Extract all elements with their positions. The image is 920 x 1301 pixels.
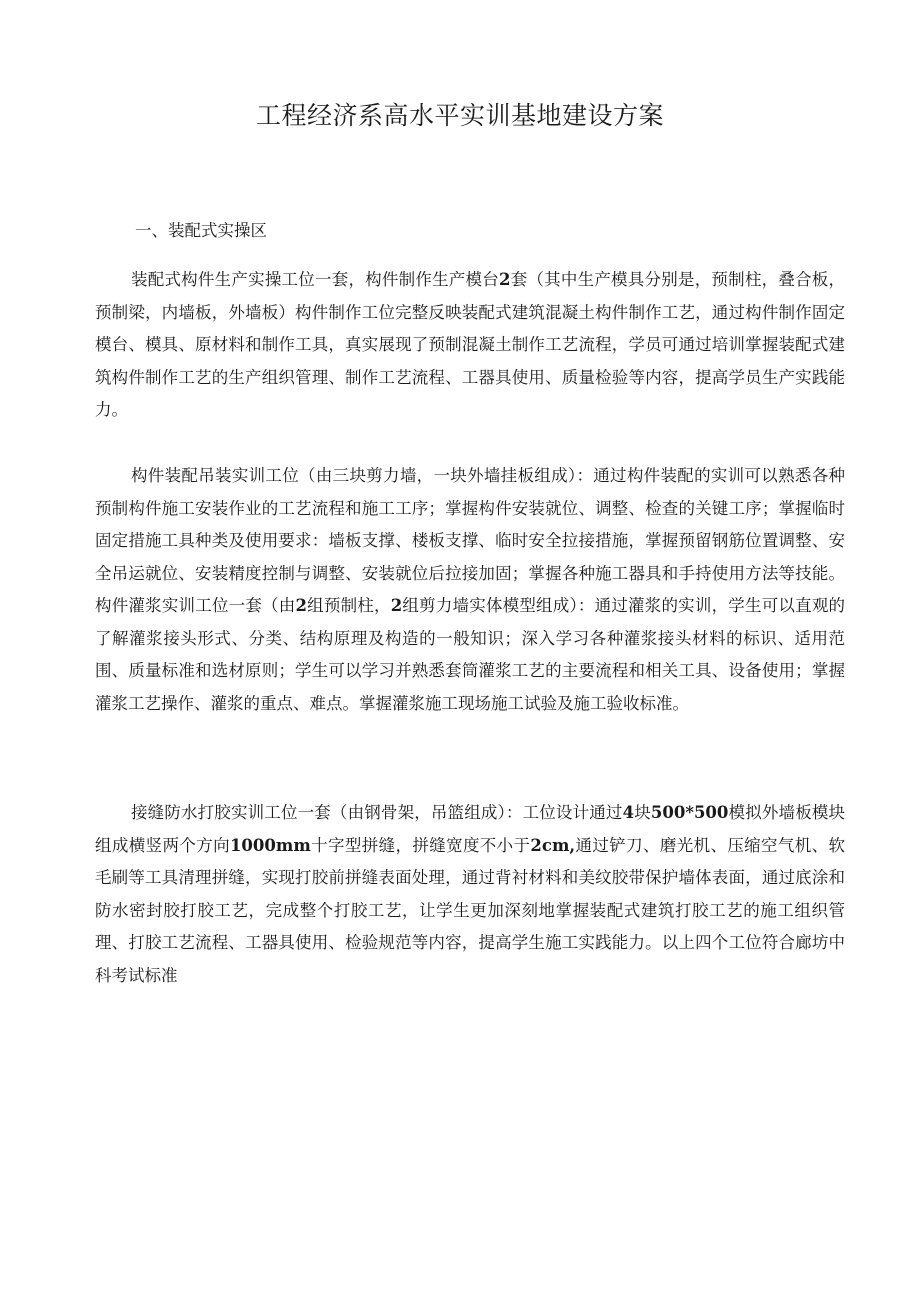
inline-number: 2 [295, 596, 307, 615]
paragraph-waterproof-sealing: 接缝防水打胶实训工位一套（由钢骨架，吊篮组成）：工位设计通过4块500*500模拟外墙板模块组成横竖两个方向1000mm十字型拼缝，拼缝宽度不小于2cm,通过铲刀、磨光机、压缩空气机、软毛刷等工具清理拼缝，实现打胶前拼缝表面处理，通过背衬材料和美纹胶带保护墙体表面，通过底涂和防水密封胶打胶工艺，完成整个打胶工艺，让学生更加深刻地掌握装配式建筑打胶工艺的施工组织管理、打胶工艺流程、工器具使用、检验规范等内容，提高学生施工实践能力。以上四个工位符合廊坊中科考试标准 [95, 803, 846, 985]
inline-number: 4 [622, 803, 635, 822]
inline-number: 500*500 [650, 803, 729, 822]
document-title: 工程经济系高水平实训基地建设方案 [255, 101, 664, 130]
inline-number: 2 [390, 596, 403, 615]
paragraph-prefab-production: 装配式构件生产实操工位一套，构件制作生产模台2套（其中生产模具分别是，预制柱，叠合板，预制梁，内墙板，外墙板）构件制作工位完整反映装配式建筑混凝土构件制作工艺，通过构件制作固定模台、模具、原材料和制作工具，真实展现了预制混凝土制作工艺流程，学员可通过培训掌握装配式建筑构件制作工艺的生产组织管理、制作工艺流程、工器具使用、质量检验等内容，提高学员生产实践能力。 [95, 270, 845, 419]
section-heading: 一、装配式实操区 [135, 221, 267, 240]
inline-number: 2cm, [530, 835, 576, 855]
paragraph-assembly-grouting: 构件装配吊装实训工位（由三块剪力墙，一块外墙挂板组成）：通过构件装配的实训可以熟悉各种预制构件施工安装作业的工艺流程和施工工序；掌握构件安装就位、调整、检查的关键工序；掌握临时固定措施工具种类及使用要求：墙板支撑、楼板支撑、临时安全拉接措施，掌握预留钢筋位置调整、安全吊运就位、安装精度控制与调整、安装就位后拉接加固；掌握各种施工器具和手持使用方法等技能。构件灌浆实训工位一套（由2组预制柱，2组剪力墙实体模型组成）：通过灌浆的实训，学生可以直观的了解灌浆接头形式、分类、结构原理及构造的一般知识；深入学习各种灌浆接头材料的标识、适用范围、质量标准和选材原则；学生可以学习并熟悉套筒灌浆工艺的主要流程和相关工具、设备使用；掌握灌浆工艺操作、灌浆的重点、难点。掌握灌浆施工现场施工试验及施工验收标准。 [95, 466, 846, 713]
inline-number: 2 [498, 270, 511, 289]
inline-number: 1000mm [229, 835, 311, 855]
